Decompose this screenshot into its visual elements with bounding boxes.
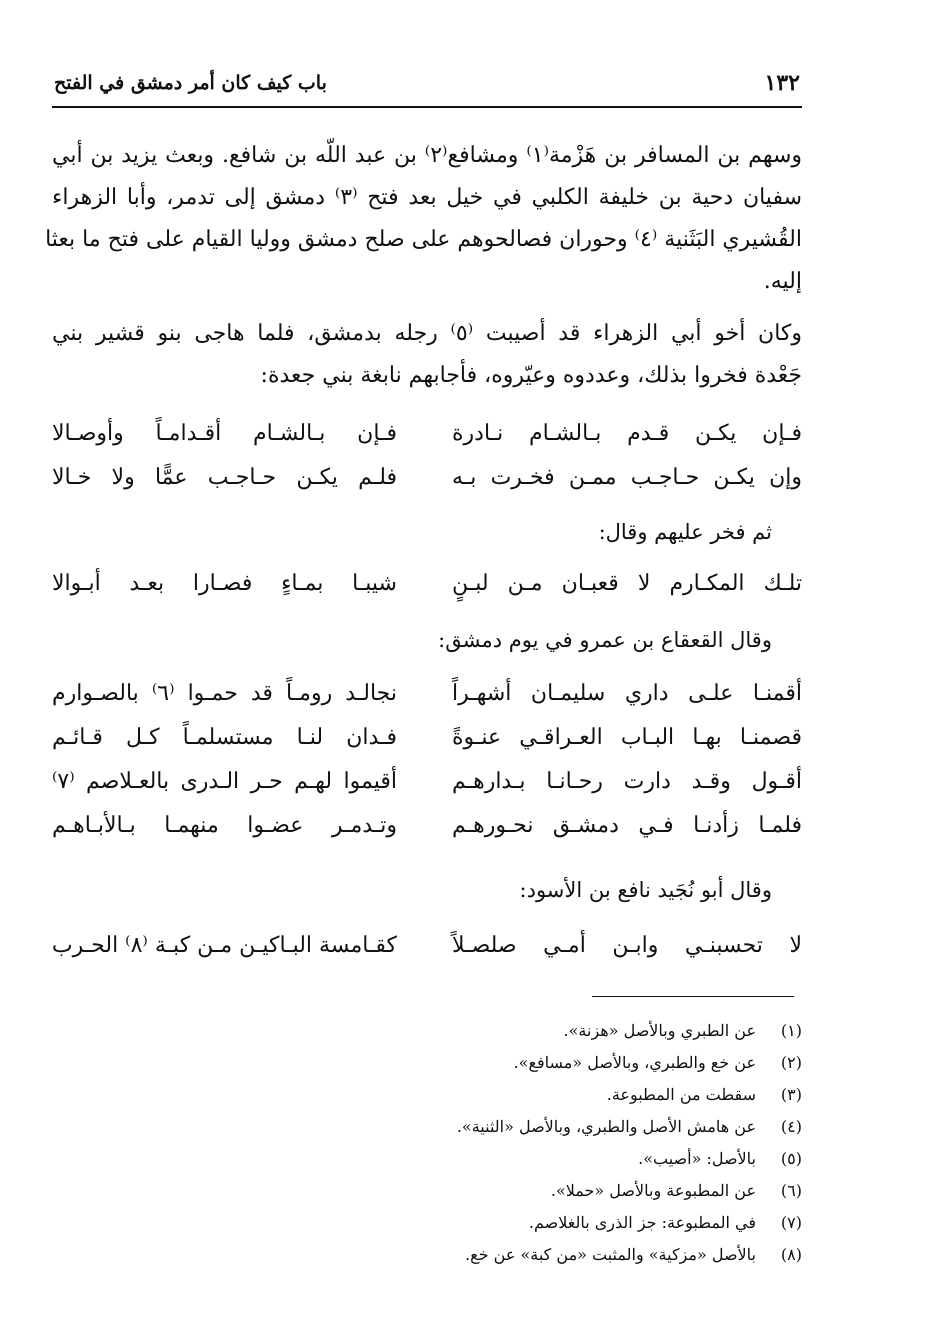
verse-line: [52, 926, 802, 966]
footnote: [202, 1048, 802, 1078]
verse-introduction: ثم فخر عليهم وقال:: [598, 520, 772, 544]
verse-second-hemistich: نجالـد رومـاً قد حمـوا ⁽٦⁾ بالصـوارم: [52, 681, 398, 706]
footnote-number: (٧): [780, 1213, 802, 1232]
footnote-text: بالأصل «مزكية» والمثبت «من كبة» عن خع.: [465, 1245, 756, 1264]
verse-introduction: وقال أبو نُجَيد نافع بن الأسود:: [519, 878, 772, 902]
verse-first-hemistich: أقمنـا علـى داري سليمـان أشهـراً: [452, 681, 802, 706]
verse-first-hemistich: فلمـا زأدنـا فـي دمشـق نحـورهـم: [452, 813, 802, 838]
footnote-number: (٨): [780, 1245, 802, 1264]
footnote: [202, 1208, 802, 1238]
footnote-text: عن هامش الأصل والطبري، وبالأصل «الثنية».: [456, 1117, 756, 1136]
verse-first-hemistich: فـإن يكـن قـدم بـالشـام نـادرة: [452, 421, 802, 446]
footnote: [202, 1112, 802, 1142]
footnote-number: (٦): [780, 1181, 802, 1200]
footnote-number: (٢): [780, 1053, 802, 1072]
verse-first-hemistich: وإن يكـن حـاجـب ممـن فخـرت بـه: [452, 465, 802, 490]
verse-second-hemistich: وتـدمـر عضـوا منهمـا بـالأبـاهـم: [52, 813, 397, 838]
footnote-text: بالأصل: «أصيب».: [638, 1149, 756, 1168]
footnote-text: عن المطبوعة وبالأصل «حملا».: [550, 1181, 756, 1200]
footnote: [202, 1240, 802, 1270]
verse-second-hemistich: أقيموا لهـم حـر الـدرى بالعـلاصم ⁽٧⁾: [52, 769, 397, 794]
verse-line: [52, 718, 802, 758]
footnote-text: سقطت من المطبوعة.: [606, 1085, 756, 1104]
paragraph-1-line: وسهم بن المسافر بن هَزْمة⁽١⁾ ومشافع⁽٢⁾ بن عبد اللّه بن شافع. وبعث يزيد بن أبي: [52, 143, 803, 168]
verse-first-hemistich: أقـول وقـد دارت رحـانـا بـدارهـم: [452, 769, 802, 794]
footnote-text: في المطبوعة: جز الذرى بالغلاصم.: [528, 1213, 756, 1232]
paragraph-2-line: وكان أخو أبي الزهراء قد أصيبت ⁽٥⁾ رجله بدمشق، فلما هاجى بنو قشير بني: [52, 321, 802, 346]
verse-line: [52, 458, 802, 498]
page-number: ١٣٢: [764, 70, 800, 96]
verse-second-hemistich: شيبـا بمـاءٍ فصـارا بعـد أبـوالا: [52, 571, 397, 596]
verse-first-hemistich: تلـك المكـارم لا قعبـان مـن لبـنٍ: [452, 571, 802, 596]
paragraph-2-line: جَعْدة فخروا بذلك، وعددوه وعيّروه، فأجابهم نابغة بني جعدة:: [260, 363, 802, 388]
verse-second-hemistich: كقـامسة البـاكيـن مـن كبـة ⁽٨⁾ الحـرب: [51, 933, 397, 958]
paragraph-1-line: سفيان دحية بن خليفة الكلبي في خيل بعد فتح ⁽٣⁾ دمشق إلى تدمر، وأبا الزهراء: [52, 185, 803, 210]
paragraph-1-line: إليه.: [763, 269, 802, 294]
footnote-number: (٣): [780, 1085, 802, 1104]
footnote: [202, 1144, 802, 1174]
footnote-separator: [592, 996, 794, 997]
verse-introduction: وقال القعقاع بن عمرو في يوم دمشق:: [438, 628, 772, 652]
footnote-number: (٥): [780, 1149, 802, 1168]
verse-line: [52, 674, 802, 714]
verse-second-hemistich: فلـم يكـن حـاجـب عمًّا ولا خـالا: [52, 465, 397, 490]
footnote-number: (١): [780, 1021, 802, 1040]
verse-second-hemistich: فـدان لنـا مستسلمـاً كـل قـائـم: [52, 725, 397, 750]
footnote: [202, 1016, 802, 1046]
verse-line: [52, 564, 802, 604]
verse-first-hemistich: لا تحسبنـي وابـن أمـي صلصـلاً: [452, 933, 802, 958]
verse-line: [52, 806, 802, 846]
verse-first-hemistich: قصمنـا بهـا البـاب العـراقـي عنـوةً: [452, 725, 802, 750]
footnote: [202, 1080, 802, 1110]
footnote-number: (٤): [780, 1117, 802, 1136]
verse-line: [52, 762, 802, 802]
running-title: باب كيف كان أمر دمشق في الفتح: [54, 72, 327, 94]
verse-line: [52, 414, 802, 454]
footnote-text: عن الطبري وبالأصل «هزنة».: [563, 1021, 756, 1040]
verse-second-hemistich: فـإن بـالشـام أقـدامـاً وأوصـالا: [52, 421, 397, 446]
running-header: [52, 70, 802, 108]
footnote: [202, 1176, 802, 1206]
footnote-text: عن خع والطبري، وبالأصل «مسافع».: [513, 1053, 756, 1072]
paragraph-1-line: القُشيري البَثَنية ⁽٤⁾ وحوران فصالحوهم على صلح دمشق ووليا القيام على فتح ما بعثا: [45, 227, 802, 252]
